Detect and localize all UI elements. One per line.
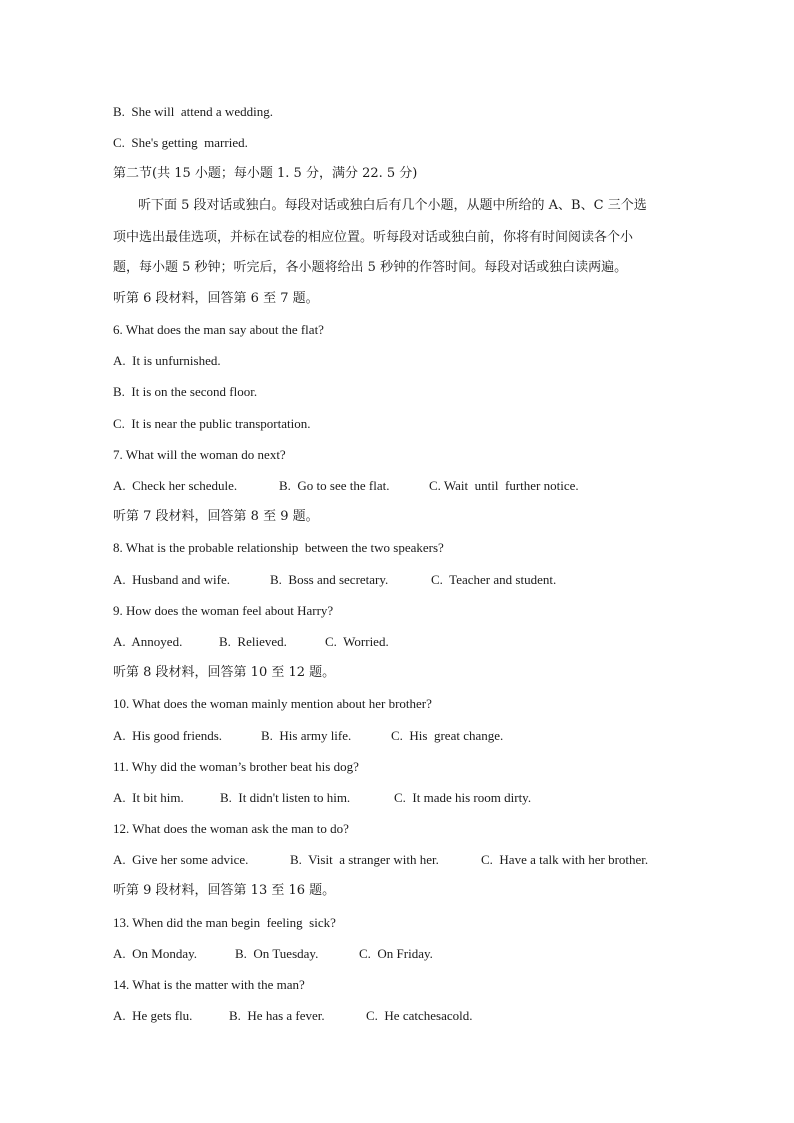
answer-option: C. Wait until further notice.	[429, 478, 579, 493]
answer-option: C. Worried.	[325, 634, 389, 649]
group-label: 听第 7 段材料，回答第 8 至 9 题。	[113, 509, 319, 524]
answer-option: C. It is near the public transportation.	[113, 416, 311, 431]
question-stem: 9. How does the woman feel about Harry?	[113, 603, 334, 618]
answer-option: A. It is unfurnished.	[113, 353, 221, 368]
answer-option: C. His great change.	[391, 728, 504, 743]
option-row	[113, 946, 433, 962]
answer-option: B. He has a fever.	[229, 1008, 325, 1023]
answer-option: B. On Tuesday.	[235, 946, 319, 961]
answer-option: A. It bit him.	[113, 790, 184, 805]
question-stem: 12. What does the woman ask the man to do?	[113, 821, 349, 836]
option-row	[113, 852, 649, 868]
instruction-line: 题，每小题 5 秒钟；听完后，各小题将给出 5 秒钟的作答时间。每段对话或独白读两遍。	[113, 260, 628, 275]
question-stem: 10. What does the woman mainly mention about her brother?	[113, 696, 432, 711]
question-stem: 13. When did the man begin feeling sick?	[113, 915, 336, 930]
answer-option: A. On Monday.	[113, 946, 198, 961]
answer-option: A. His good friends.	[113, 728, 223, 743]
option-row	[113, 790, 532, 806]
option-row	[113, 728, 504, 744]
answer-option: A. Husband and wife.	[113, 572, 230, 587]
group-label: 听第 8 段材料，回答第 10 至 12 题。	[113, 665, 336, 680]
option-row	[113, 1008, 473, 1024]
question-stem: 14. What is the matter with the man?	[113, 977, 305, 992]
answer-option: A. Annoyed.	[113, 634, 183, 649]
question-stem: 8. What is the probable relationship between the two speakers?	[113, 540, 444, 555]
answer-option: A. Give her some advice.	[113, 852, 249, 867]
answer-option: B. It didn't listen to him.	[220, 790, 351, 805]
answer-option: B. His army life.	[261, 728, 352, 743]
group-label: 听第 6 段材料，回答第 6 至 7 题。	[113, 291, 319, 306]
answer-option: C. He catchesacold.	[366, 1008, 473, 1023]
answer-option: C. Have a talk with her brother.	[481, 852, 649, 867]
answer-option: C. It made his room dirty.	[394, 790, 532, 805]
option-row	[113, 572, 557, 588]
answer-option: A. He gets flu.	[113, 1008, 193, 1023]
answer-option: A. Check her schedule.	[113, 478, 238, 493]
answer-option: B. Visit a stranger with her.	[290, 852, 439, 867]
question-stem: 6. What does the man say about the flat?	[113, 322, 324, 337]
q5-option-b: B. She will attend a wedding.	[113, 104, 273, 119]
answer-option: B. It is on the second floor.	[113, 384, 258, 399]
question-stem: 11. Why did the woman’s brother beat his dog?	[113, 759, 359, 774]
group-label: 听第 9 段材料，回答第 13 至 16 题。	[113, 883, 336, 898]
answer-option: C. Teacher and student.	[431, 572, 557, 587]
option-row	[113, 634, 389, 650]
answer-option: C. On Friday.	[359, 946, 433, 961]
question-stem: 7. What will the woman do next?	[113, 447, 286, 462]
q5-option-c: C. She's getting married.	[113, 135, 248, 150]
section-heading: 第二节(共 15 小题；每小题 1. 5 分，满分 22. 5 分)	[113, 166, 418, 181]
instruction-line: 项中选出最佳选项，并标在试卷的相应位置。听每段对话或独白前，你将有时间阅读各个小	[113, 230, 634, 245]
answer-option: B. Go to see the flat.	[279, 478, 390, 493]
instruction-line: 听下面 5 段对话或独白。每段对话或独白后有几个小题，从题中所给的 A、B、C 三个选	[138, 198, 647, 213]
option-row	[113, 478, 579, 494]
answer-option: B. Boss and secretary.	[270, 572, 389, 587]
answer-option: B. Relieved.	[219, 634, 287, 649]
